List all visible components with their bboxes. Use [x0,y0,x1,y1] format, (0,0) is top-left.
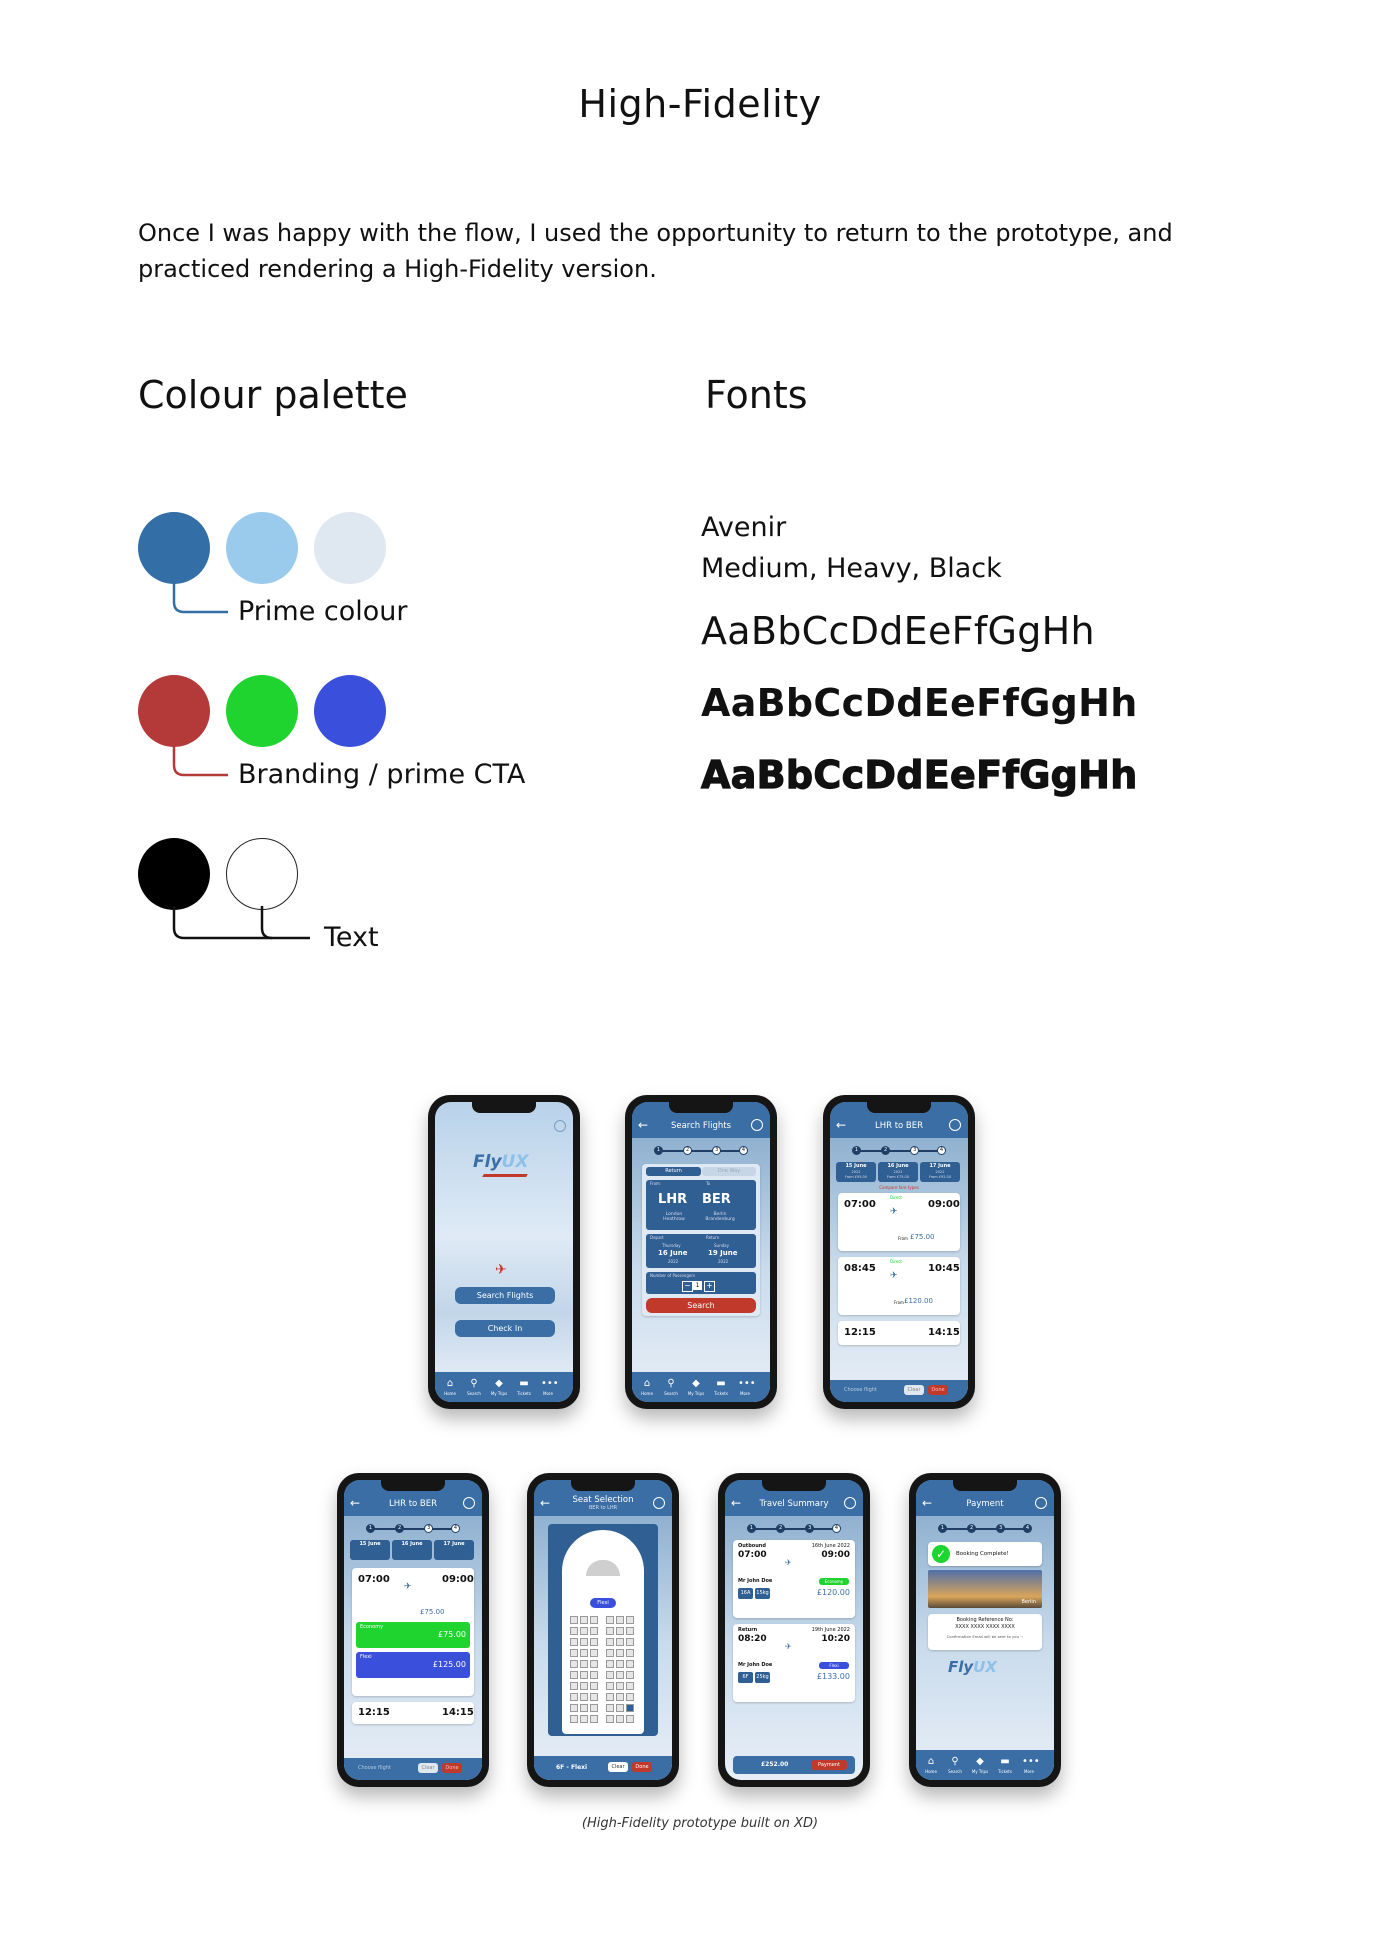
seat[interactable] [580,1660,588,1668]
increment-button[interactable]: + [704,1281,715,1292]
seat[interactable] [626,1616,634,1624]
seat[interactable] [616,1693,624,1701]
phone-search [625,1095,777,1409]
flyux-logo: FlyUX [948,1658,997,1676]
seat[interactable] [626,1649,634,1657]
nav-label-more: More [543,1391,553,1396]
seat[interactable] [626,1715,634,1723]
connector-prime [170,580,230,620]
seat[interactable] [590,1649,598,1657]
done-button[interactable]: Done [442,1763,462,1773]
seat[interactable] [626,1638,634,1646]
seat[interactable] [570,1704,578,1712]
clear-button[interactable]: Clear [608,1762,628,1772]
palette-label-branding: Branding / prime CTA [238,759,526,790]
action-bar: Choose flight Clear Done [830,1380,968,1402]
phone-home [428,1095,580,1409]
ticket-icon[interactable]: ▬ [716,1378,726,1389]
seat[interactable] [580,1715,588,1723]
seat[interactable] [590,1638,598,1646]
plane-icon: ✈ [890,1271,898,1281]
seat[interactable] [606,1638,614,1646]
tag-icon[interactable]: ◆ [976,1756,984,1767]
swatch-brand-green [226,675,298,747]
selected-seat: 6F - Flexi [556,1764,588,1771]
seat[interactable] [606,1649,614,1657]
seat[interactable] [616,1616,624,1624]
seat[interactable] [616,1649,624,1657]
screen-title: Search Flights [670,1121,732,1131]
tag-icon[interactable]: ◆ [692,1378,700,1389]
seat[interactable] [590,1693,598,1701]
more-icon[interactable]: ••• [738,1378,756,1389]
back-arrow-icon[interactable]: ← [922,1496,933,1510]
phone-fares: ← LHR to BER 1 2 3 4 15 June 16 June 17 June 07:00 09:00 ✈ £75.00 Economy £75.00 Flexi £125.00 12:15 14:15 Choose flight Clear Done [337,1473,489,1787]
back-arrow-icon[interactable]: ← [540,1496,551,1510]
passenger-count: 1 [693,1281,702,1290]
seat[interactable] [616,1671,624,1679]
back-arrow-icon[interactable]: ← [731,1496,742,1510]
palette-label-text: Text [324,922,379,953]
swatch-text-black [138,838,210,910]
font-sample-medium: AaBbCcDdEeFfGgHh [701,609,1095,653]
home-icon[interactable]: ⌂ [927,1756,935,1767]
plane-icon: ✈ [495,1262,507,1278]
seat[interactable] [580,1627,588,1635]
clear-button[interactable]: Clear [418,1763,438,1773]
seat[interactable] [626,1627,634,1635]
phone-payment: ← Payment 1 2 3 4 ✓ Booking Complete! Berlin Booking Reference No: XXXX XXXX XXXX XXXX Confirmation Email will be sent to you ~ FlyUX ⌂ ⚲ ◆ ▬ ••• Home Search My Trips Tickets More [909,1473,1061,1787]
flight-card-2[interactable]: 08:45 10:45 Direct ✈ From £120.00 [838,1257,960,1315]
more-icon[interactable]: ••• [1022,1756,1040,1767]
profile-icon[interactable] [463,1497,475,1509]
seat[interactable] [626,1693,634,1701]
swatch-prime-light [226,512,298,584]
font-name: Avenir [701,512,787,543]
search-icon[interactable]: ⚲ [470,1378,478,1389]
return-card: Return 19th June 2022 08:20 10:20 ✈ Mr John Doe Flexi 6F 25kg £133.00 [733,1624,855,1702]
profile-icon[interactable] [844,1497,856,1509]
screen-title: LHR to BER [388,1499,438,1509]
seat[interactable] [590,1660,598,1668]
seat[interactable] [570,1715,578,1723]
seat[interactable] [570,1638,578,1646]
page-title: High-Fidelity [578,82,822,126]
decrement-button[interactable]: − [682,1281,693,1292]
seat[interactable] [580,1649,588,1657]
search-panel [642,1164,760,1316]
progress-steps: 1 2 3 4 [654,1146,748,1156]
phone-results: ← LHR to BER 1 2 3 4 15 June 2022 From £95.00 16 June 2022 From £75.00 17 June 2022 From £92.00 Compare fare types 07:00 09:00 Direct ✈ From £75.00 08:45 10:45 Direct ✈ From £120.00 12:15 14:15 Choose flight Clear Done [823,1095,975,1409]
seat[interactable] [590,1616,598,1624]
back-arrow-icon[interactable]: ← [350,1496,361,1510]
seat[interactable] [616,1704,624,1712]
bottom-nav [435,1372,573,1402]
seat[interactable] [580,1671,588,1679]
home-icon[interactable]: ⌂ [446,1378,454,1389]
ticket-icon[interactable]: ▬ [519,1378,529,1389]
seat[interactable] [606,1704,614,1712]
date-tab-2[interactable]: 16 June 2022 From £75.00 [878,1162,918,1182]
bottom-nav: ⌂ ⚲ ◆ ▬ ••• Home Search My Trips Tickets More [916,1750,1054,1780]
fare-badge: Flexi [590,1598,616,1608]
profile-icon[interactable] [554,1120,566,1132]
clear-button[interactable]: Clear [904,1385,924,1395]
action-bar: Choose flight Clear Done [344,1758,482,1780]
search-icon[interactable]: ⚲ [951,1756,959,1767]
tag-icon[interactable]: ◆ [495,1378,503,1389]
screen-title: Seat Selection [572,1495,634,1505]
nav-label-search: Search [467,1391,481,1396]
profile-icon[interactable] [653,1497,665,1509]
berlin-photo: Berlin [928,1570,1042,1608]
seat[interactable] [606,1627,614,1635]
economy-fare-option[interactable]: Economy £75.00 [356,1622,470,1648]
intro-line-2: practiced rendering a High-Fidelity version. [138,255,657,283]
seat[interactable] [626,1682,634,1690]
reference-card: Booking Reference No: XXXX XXXX XXXX XXXX Confirmation Email will be sent to you ~ [928,1614,1042,1650]
swatch-text-white [226,838,298,910]
flight-card-3[interactable]: 12:15 14:15 [352,1702,474,1724]
seat[interactable] [616,1638,624,1646]
plane-icon: ✈ [404,1582,412,1592]
seat[interactable] [626,1660,634,1668]
seat[interactable] [606,1616,614,1624]
search-icon[interactable]: ⚲ [667,1378,675,1389]
flight-card-3[interactable]: 12:15 14:15 [838,1321,960,1345]
intro-paragraph [138,215,1178,287]
profile-icon[interactable] [751,1119,763,1131]
date-tab-1[interactable]: 15 June [350,1540,390,1560]
seat[interactable] [626,1671,634,1679]
search-flights-button[interactable]: Search Flights [455,1287,555,1304]
done-button[interactable]: Done [928,1385,948,1395]
seat[interactable] [616,1660,624,1668]
seat[interactable] [580,1704,588,1712]
screen-subtitle: BER to LHR [588,1505,618,1511]
flyux-logo: FlyUX [473,1152,529,1172]
action-bar [534,1756,672,1780]
seat[interactable] [590,1682,598,1690]
seat[interactable] [626,1704,634,1712]
seat[interactable] [580,1693,588,1701]
palette-label-prime: Prime colour [238,596,408,627]
connector-branding [170,743,230,783]
booking-complete-card: ✓ Booking Complete! [928,1542,1042,1566]
nav-label-home: Home [444,1391,456,1396]
seat[interactable] [570,1693,578,1701]
seat-grid[interactable] [570,1616,636,1726]
done-button[interactable]: Done [632,1762,652,1772]
seat[interactable] [590,1627,598,1635]
checkmark-icon: ✓ [932,1545,950,1563]
bottom-nav: ⌂ ⚲ ◆ ▬ ••• Home Search My Trips Tickets More [632,1372,770,1402]
profile-icon[interactable] [1035,1497,1047,1509]
fuselage [562,1530,644,1734]
seat[interactable] [606,1671,614,1679]
fonts-heading: Fonts [705,373,808,417]
date-tab-1[interactable]: 15 June 2022 From £95.00 [836,1162,876,1182]
seat[interactable] [616,1715,624,1723]
more-icon[interactable]: ••• [541,1378,559,1389]
font-sample-black: AaBbCcDdEeFfGgHh [701,753,1138,797]
seat[interactable] [580,1682,588,1690]
swatch-brand-red [138,675,210,747]
home-icon[interactable]: ⌂ [643,1378,651,1389]
date-tab-2[interactable]: 16 June [392,1540,432,1560]
date-tab-3[interactable]: 17 June 2022 From £92.00 [920,1162,960,1182]
seat[interactable] [570,1671,578,1679]
seat-map-panel [548,1524,658,1736]
flight-card-1[interactable]: 07:00 09:00 Direct ✈ From £75.00 [838,1193,960,1251]
seat[interactable] [570,1682,578,1690]
outbound-card: Outbound 16th June 2022 07:00 09:00 ✈ Mr John Doe Economy 16A 15kg £120.00 [733,1540,855,1618]
seat[interactable] [570,1616,578,1624]
toggle-oneway[interactable]: One Way [702,1167,756,1176]
profile-icon[interactable] [949,1119,961,1131]
font-sample-heavy: AaBbCcDdEeFfGgHh [701,681,1138,725]
intro-line-1: Once I was happy with the flow, I used the opportunity to return to the prototype, and [138,219,1173,247]
compare-link[interactable]: Compare fare types [879,1185,919,1190]
check-in-button[interactable]: Check In [455,1320,555,1337]
seat[interactable] [570,1627,578,1635]
nav-label-trips: My Trips [490,1391,508,1396]
date-tab-3[interactable]: 17 June [434,1540,474,1560]
screen-title: Travel Summary [759,1499,829,1509]
route-box[interactable]: From To LHR BER London Heathrow Berlin Brandenburg [646,1180,756,1230]
screen-title: LHR to BER [874,1121,924,1131]
back-arrow-icon[interactable]: ← [638,1118,649,1132]
palette-heading: Colour palette [138,373,408,417]
seat[interactable] [590,1704,598,1712]
seat[interactable] [580,1638,588,1646]
search-button[interactable]: Search [646,1298,756,1313]
toggle-return[interactable]: Return [646,1167,701,1176]
swatch-prime-pale [314,512,386,584]
font-weights: Medium, Heavy, Black [701,553,1002,584]
dates-box[interactable]: Depart Return Thursday Sunday 16 June 19 June 2022 2022 [646,1234,756,1268]
seat[interactable] [590,1671,598,1679]
flight-card-expanded[interactable]: 07:00 09:00 ✈ £75.00 Economy £75.00 Flexi £125.00 [352,1568,474,1696]
screen-title: Payment [966,1499,1004,1509]
seat[interactable] [606,1660,614,1668]
seat[interactable] [616,1627,624,1635]
seat[interactable] [570,1660,578,1668]
seat[interactable] [606,1693,614,1701]
swatch-prime-dark [138,512,210,584]
payment-button[interactable]: Payment [811,1760,847,1770]
seat[interactable] [616,1682,624,1690]
figure-caption: (High-Fidelity prototype built on XD) [581,1816,819,1831]
total-bar: £252.00 Payment [733,1756,855,1774]
seat[interactable] [590,1715,598,1723]
ticket-icon[interactable]: ▬ [1000,1756,1010,1767]
swatch-brand-blue [314,675,386,747]
back-arrow-icon[interactable]: ← [836,1118,847,1132]
seat[interactable] [570,1649,578,1657]
nav-label-tickets: Tickets [517,1391,531,1396]
seat[interactable] [606,1682,614,1690]
phone-summary: ← Travel Summary 1 2 3 4 Outbound 16th June 2022 07:00 09:00 ✈ Mr John Doe Economy 16A 15kg £120.00 Return 19th June 2022 08:20 10:20 ✈ Mr John Doe Flexi 6F 25kg £133.00 £252.00 Payment [718,1473,870,1787]
seat[interactable] [580,1616,588,1624]
phone-seat [527,1473,679,1787]
plane-icon: ✈ [890,1207,898,1217]
passengers-box: Number of Passengers − 1 + [646,1272,756,1294]
connector-text [170,906,320,946]
flexi-fare-option[interactable]: Flexi £125.00 [356,1652,470,1678]
seat[interactable] [606,1715,614,1723]
logo-swoosh [482,1174,528,1177]
